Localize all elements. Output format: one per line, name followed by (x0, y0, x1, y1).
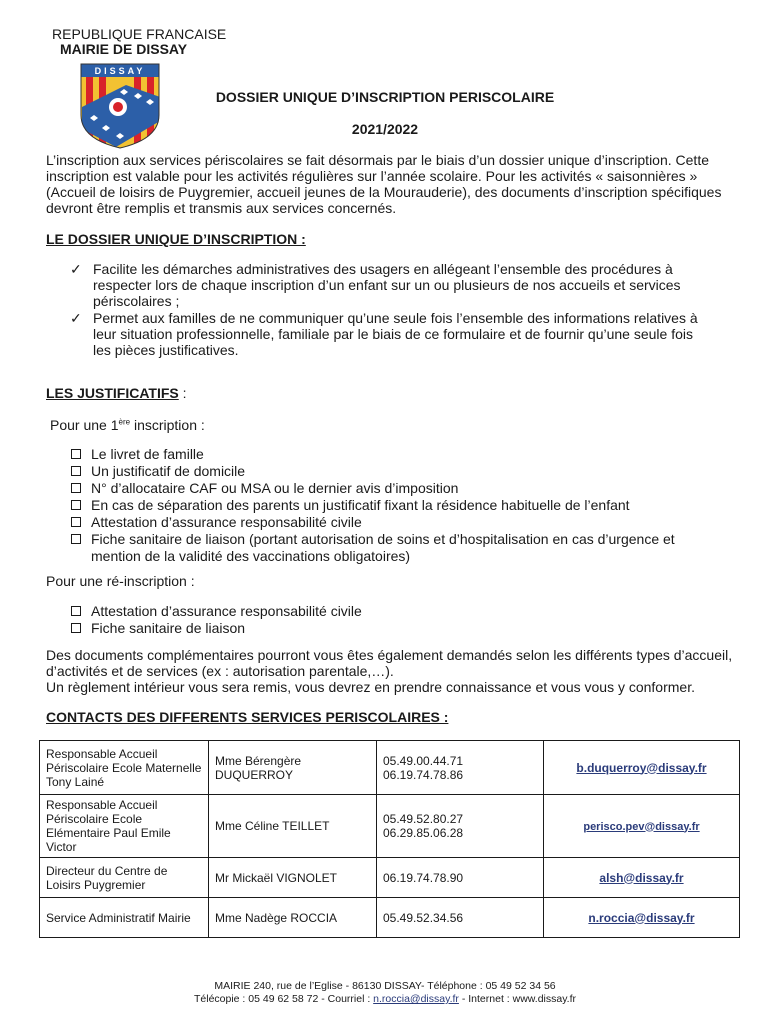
footer-address: MAIRIE 240, rue de l’Eglise - 86130 DISSAY- Téléphone : 05 49 52 34 56 (214, 980, 556, 992)
checkbox-icon (71, 534, 81, 544)
footer-contact: Télécopie : 05 49 62 58 72 - Courriel : n.roccia@dissay.fr - Internet : www.dissay.fr (193, 993, 577, 1005)
name-cell: Mme Bérengère DUQUERROY (209, 741, 377, 795)
email-link[interactable]: n.roccia@dissay.fr (588, 910, 695, 925)
email-link[interactable]: b.duquerroy@dissay.fr (576, 760, 707, 775)
check-icon: ✓ (70, 261, 82, 277)
list-item: Attestation d’assurance responsabilité civile (70, 514, 710, 531)
footer-email-link[interactable]: n.roccia@dissay.fr (373, 993, 459, 1005)
checkbox-icon (71, 449, 81, 459)
first-inscription-list (70, 446, 710, 565)
dossier-heading: LE DOSSIER UNIQUE D’INSCRIPTION : (46, 231, 306, 247)
header-republique: REPUBLIQUE FRANCAISE (52, 26, 227, 42)
name-cell: Mr Mickaël VIGNOLET (209, 858, 377, 898)
checkbox-icon (71, 500, 81, 510)
name-cell: Mme Nadège ROCCIA (209, 898, 377, 938)
intro-paragraph: L’inscription aux services périscolaires se fait désormais par le biais d’un dossier unique d’inscription. Cette inscription est valable pour les activités régulières sur l’année scolaire. Pour les activités « saisonnières » (Accueil de loisirs de Puygremier, accueil jeunes de la Mourauderie), des documents d’inscription spécifiques devront être remplis et transmis aux services concernés. (46, 152, 722, 216)
service-cell: Responsable Accueil Périscolaire Ecole Maternelle Tony Lainé (40, 741, 209, 795)
reglement-paragraph: Un règlement intérieur vous sera remis, vous devrez en prendre connaissance et vous vous y conformer. (46, 679, 695, 695)
checkbox-icon (71, 623, 81, 633)
list-item: Le livret de famille (70, 446, 710, 463)
reinscription-label: Pour une ré-inscription : (46, 573, 195, 589)
checkbox-icon (71, 606, 81, 616)
justificatifs-heading: LES JUSTIFICATIFS (46, 385, 179, 401)
list-item: Fiche sanitaire de liaison (70, 620, 710, 637)
list-item: En cas de séparation des parents un justificatif fixant la résidence habituelle de l’enfant (70, 497, 710, 514)
table-row (40, 741, 740, 795)
reinscription-list (70, 603, 710, 637)
list-item: ✓ Permet aux familles de ne communiquer qu’une seule fois l’ensemble des informations relatives à leur situation professionnelle, familiale par le biais de ce formulaire et de fournir qu’une seule fois les pièces justificatives. (70, 310, 698, 358)
email-cell (544, 898, 740, 938)
email-link[interactable]: perisco.pev@dissay.fr (583, 820, 700, 833)
checkbox-icon (71, 517, 81, 527)
list-item: ✓ Facilite les démarches administratives des usagers en allégeant l’ensemble des procédures à respecter lors de chaque inscription d’un enfant sur un ou plusieurs de nos accueils et services périscolaires ; (70, 261, 681, 309)
email-cell (544, 795, 740, 858)
document-title: DOSSIER UNIQUE D’INSCRIPTION PERISCOLAIRE (215, 89, 555, 105)
first-inscription-label: Pour une 1ère inscription : (50, 417, 205, 433)
phone-cell: 05.49.52.80.27 06.29.85.06.28 (377, 795, 544, 858)
service-cell: Responsable Accueil Périscolaire Ecole Elémentaire Paul Emile Victor (40, 795, 209, 858)
contacts-table (39, 740, 740, 938)
checkbox-icon (71, 483, 81, 493)
phone-cell: 05.49.00.44.71 06.19.74.78.86 (377, 741, 544, 795)
school-year: 2021/2022 (351, 121, 419, 137)
email-cell (544, 741, 740, 795)
justificatifs-heading-line: LES JUSTIFICATIFS : (46, 385, 187, 401)
table-row (40, 898, 740, 938)
dossier-benefits-list (70, 261, 710, 359)
checkbox-icon (71, 466, 81, 476)
crest-label: DISSAY (94, 66, 146, 76)
table-row (40, 858, 740, 898)
name-cell: Mme Céline TEILLET (209, 795, 377, 858)
phone-cell: 05.49.52.34.56 (377, 898, 544, 938)
email-link[interactable]: alsh@dissay.fr (599, 870, 684, 885)
list-item: Attestation d’assurance responsabilité civile (70, 603, 710, 620)
dissay-crest-logo (80, 63, 160, 149)
contacts-heading: CONTACTS DES DIFFERENTS SERVICES PERISCOLAIRES : (46, 709, 449, 725)
service-cell: Service Administratif Mairie (40, 898, 209, 938)
service-cell: Directeur du Centre de Loisirs Puygremier (40, 858, 209, 898)
table-row (40, 795, 740, 858)
list-item: Un justificatif de domicile (70, 463, 710, 480)
email-cell (544, 858, 740, 898)
list-item: N° d’allocataire CAF ou MSA ou le dernier avis d’imposition (70, 480, 710, 497)
phone-cell: 06.19.74.78.90 (377, 858, 544, 898)
complement-paragraph: Des documents complémentaires pourront vous êtes également demandés selon les différents types d’accueil, d’activités et de services (ex : autorisation parentale,…). (46, 647, 733, 679)
check-icon: ✓ (70, 310, 82, 326)
header-mairie: MAIRIE DE DISSAY (60, 41, 188, 57)
list-item: Fiche sanitaire de liaison (portant autorisation de soins et d’hospitalisation en cas d’urgence et mention de la validité des vaccinations obligatoires) (46, 531, 710, 565)
